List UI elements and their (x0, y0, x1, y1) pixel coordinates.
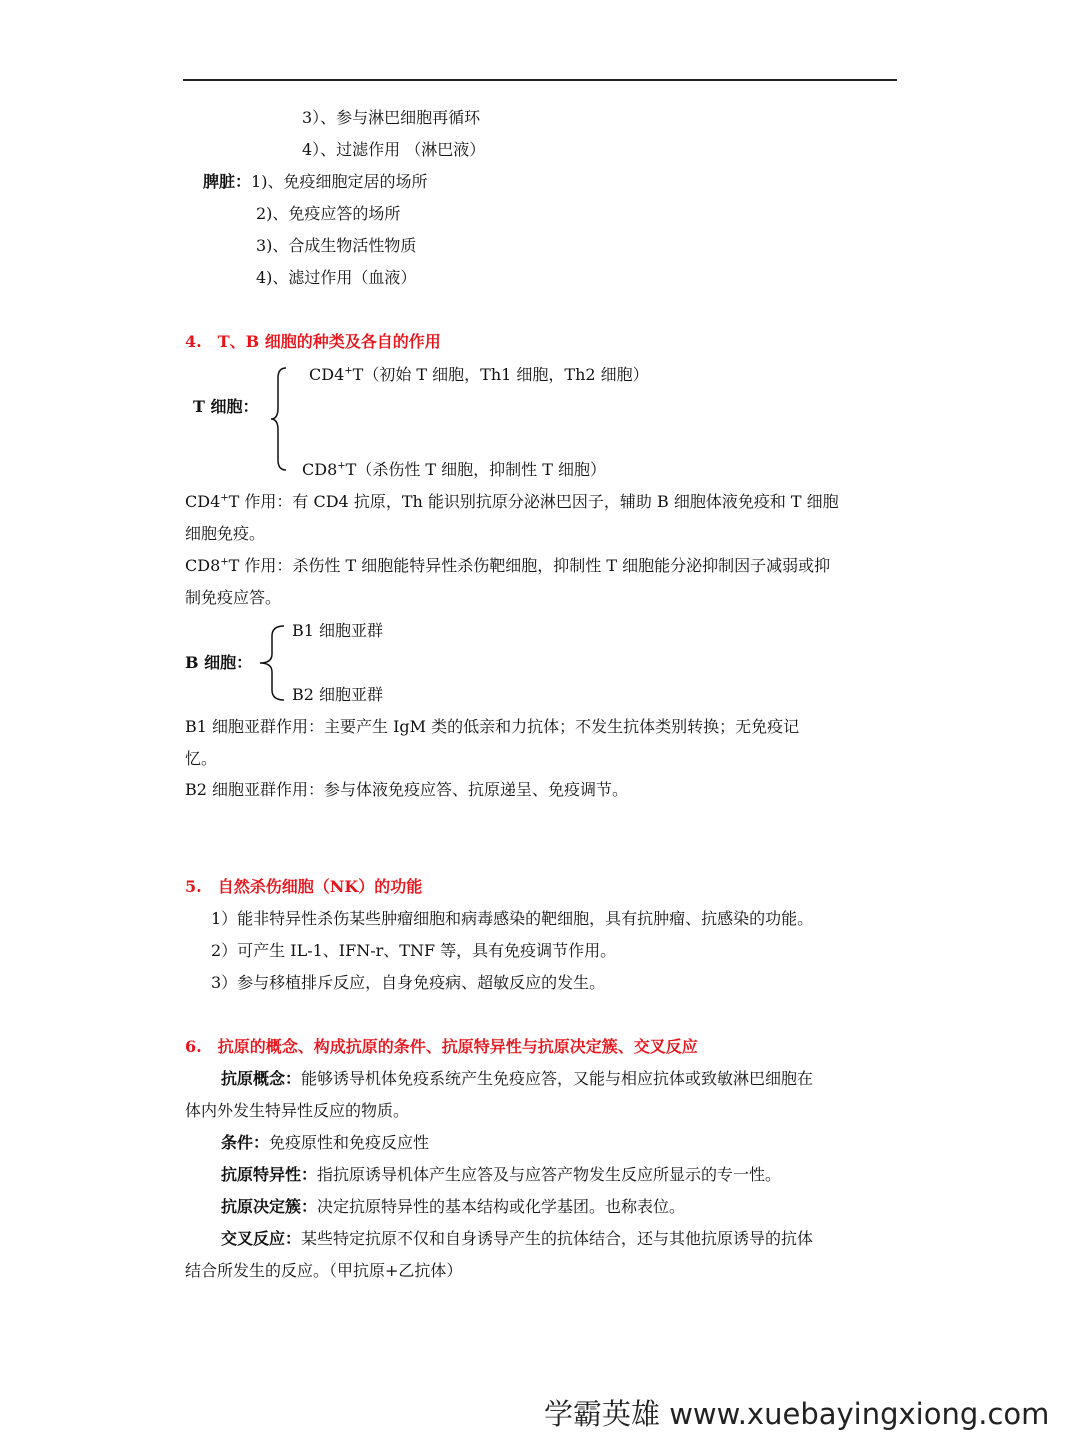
b-cell-label: B 细胞： (185, 653, 253, 672)
b1-subgroup: B1 细胞亚群 (292, 621, 384, 640)
section-4-heading: 4. T、B 细胞的种类及各自的作用 (185, 332, 441, 351)
cd8-function-line-2: 制免疫应答。 (185, 588, 282, 607)
cd8-subtype: CD8+T（杀伤性 T 细胞，抑制性 T 细胞） (302, 460, 607, 479)
antigen-condition: 条件：免疫原性和免疫反应性 (221, 1133, 430, 1152)
header-rule (183, 79, 897, 81)
b1-function-line-2: 忆。 (185, 749, 218, 768)
b-cell-brace (256, 624, 288, 702)
antigen-concept-line-2: 体内外发生特异性反应的物质。 (185, 1101, 410, 1120)
t-cell-brace (268, 366, 292, 472)
cd4-function-line-2: 细胞免疫。 (185, 524, 266, 543)
b2-function: B2 细胞亚群作用：参与体液免疫应答、抗原递呈、免疫调节。 (185, 780, 629, 799)
site-watermark: 学霸英雄 www.xuebayingxiong.com (544, 1397, 1050, 1431)
b1-function-line-1: B1 细胞亚群作用：主要产生 IgM 类的低亲和力抗体；不发生抗体类别转换；无免疫记 (185, 717, 800, 736)
spleen-label: 脾脏： (203, 172, 252, 191)
nk-function-1: 1）能非特异性杀伤某些肿瘤细胞和病毒感染的靶细胞，具有抗肿瘤、抗感染的功能。 (211, 909, 814, 928)
spleen-item-4: 4)、滤过作用（血液） (256, 268, 417, 287)
cd4-subtype: CD4+T（初始 T 细胞，Th1 细胞，Th2 细胞） (309, 365, 649, 384)
antigen-determinant: 抗原决定簇：决定抗原特异性的基本结构或化学基团。也称表位。 (221, 1197, 686, 1216)
antigen-concept-line-1: 抗原概念：能够诱导机体免疫系统产生免疫应答，又能与相应抗体或致敏淋巴细胞在 (221, 1069, 814, 1088)
cd8-function-line-1: CD8+T 作用：杀伤性 T 细胞能特异性杀伤靶细胞，抑制性 T 细胞能分泌抑制因子减弱或抑 (185, 556, 831, 575)
determinant-label: 抗原决定簇： (221, 1197, 318, 1216)
b2-subgroup: B2 细胞亚群 (292, 685, 384, 704)
specificity-label: 抗原特异性： (221, 1165, 318, 1184)
antigen-concept-label: 抗原概念： (221, 1069, 302, 1088)
spleen-item-2: 2)、免疫应答的场所 (256, 204, 401, 223)
spleen-item-1: 1)、免疫细胞定居的场所 (251, 172, 428, 191)
condition-label: 条件： (221, 1133, 270, 1152)
spleen-item-3: 3)、合成生物活性物质 (256, 236, 417, 255)
nk-function-2: 2）可产生 IL-1、IFN-r、TNF 等，具有免疫调节作用。 (211, 941, 617, 960)
lymph-node-item-3: 3）、参与淋巴细胞再循环 (302, 108, 481, 127)
nk-function-3: 3）参与移植排斥反应，自身免疫病、超敏反应的发生。 (211, 973, 606, 992)
section-6-heading: 6. 抗原的概念、构成抗原的条件、抗原特异性与抗原决定簇、交叉反应 (185, 1037, 698, 1056)
antigen-specificity: 抗原特异性：指抗原诱导机体产生应答及与应答产物发生反应所显示的专一性。 (221, 1165, 782, 1184)
section-5-heading: 5. 自然杀伤细胞（NK）的功能 (185, 877, 423, 896)
spleen-row-1 (203, 171, 427, 193)
lymph-node-item-4: 4）、过滤作用 （淋巴液） (302, 140, 486, 159)
cross-reaction-label: 交叉反应： (221, 1229, 302, 1248)
cross-reaction-line-2: 结合所发生的反应。（甲抗原+乙抗体） (185, 1261, 463, 1280)
t-cell-label: T 细胞： (193, 397, 259, 416)
cd4-function-line-1: CD4+T 作用：有 CD4 抗原，Th 能识别抗原分泌淋巴因子，辅助 B 细胞体液免疫和 T 细胞 (185, 492, 839, 511)
cross-reaction-line-1: 交叉反应：某些特定抗原不仅和自身诱导产生的抗体结合，还与其他抗原诱导的抗体 (221, 1229, 814, 1248)
